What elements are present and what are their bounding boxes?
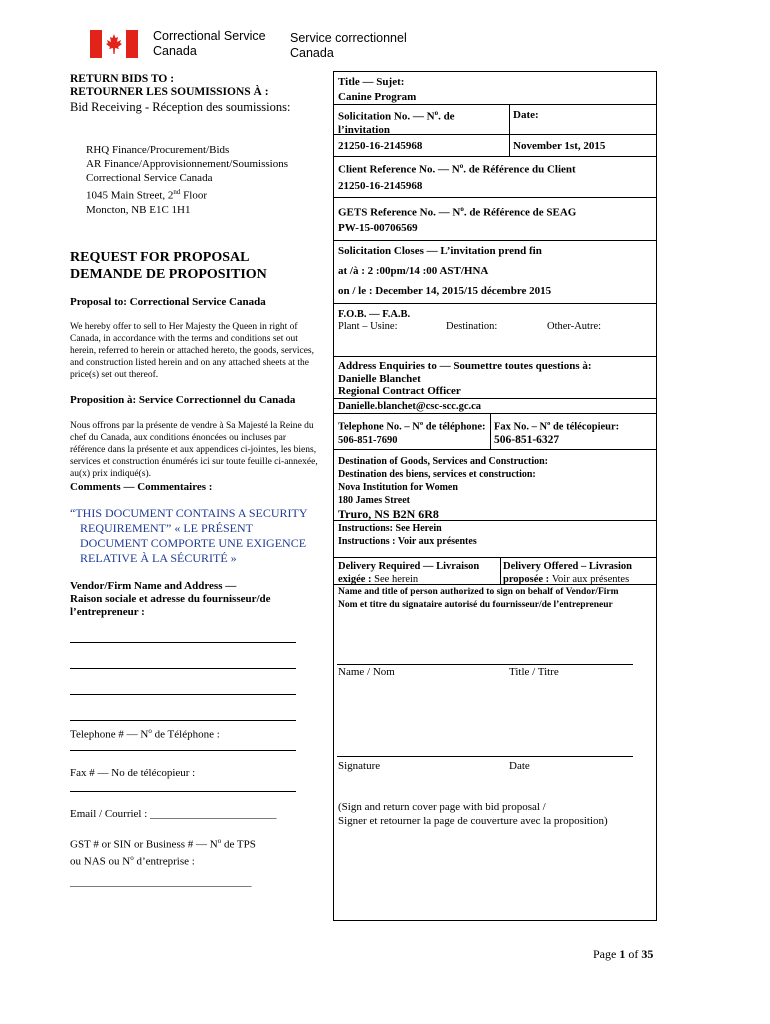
- gst-line[interactable]: _________________________________: [70, 876, 252, 888]
- proposition-to-heading: Proposition à: Service Correctionnel du Canada: [70, 394, 296, 406]
- rfp-title: REQUEST FOR PROPOSAL DEMANDE DE PROPOSITION: [70, 250, 267, 282]
- flag-right-bar: [126, 30, 138, 58]
- proposal-to-heading: Proposal to: Correctional Service Canada: [70, 296, 266, 308]
- fob-other-label: Other-Autre:: [547, 321, 602, 332]
- maple-leaf-icon: [106, 34, 122, 54]
- delivery-required: Delivery Required — Livraison exigée : See herein: [338, 561, 480, 585]
- solicitation-closes-time: at /à : 2 :00pm/14 :00 AST/HNA: [338, 265, 489, 277]
- flag-left-bar: [90, 30, 102, 58]
- sign-return-note: (Sign and return cover page with bid proposal / Signer et retourner la page de couverture avec la proposition): [338, 801, 608, 827]
- dept-name-fr: Service correctionnel Canada: [290, 31, 407, 60]
- offer-text-en: We hereby offer to sell to Her Majesty the Queen in right of Canada, in accordance with the terms and conditions set out herein, referred to herein or attached hereto, the goods, services, and construction listed herein and on any attached sheets at the price(s) set out thereof.: [70, 322, 314, 380]
- canada-flag-logo: [90, 30, 138, 58]
- telephone-line[interactable]: [70, 750, 296, 751]
- vendor-address-line-2[interactable]: [70, 668, 296, 669]
- signature-line[interactable]: [337, 756, 633, 757]
- gets-ref-value: PW-15-00706569: [338, 222, 418, 234]
- client-ref-label: Client Reference No. — $N^o$. de Référence du Client: [338, 162, 576, 176]
- enquiries-block: Address Enquiries to — Soumettre toutes questions à: Danielle Blanchet Regional Contract Officer: [338, 360, 592, 397]
- signatory-label: Name and title of person authorized to sign on behalf of Vendor/Firm Nom et titre du signataire autorisé du fournisseur/de l’entrepreneur: [338, 587, 619, 610]
- solicitation-closes-label: Solicitation Closes — L’invitation prend fin: [338, 245, 542, 257]
- vendor-address-line-1[interactable]: [70, 642, 296, 643]
- name-label: Name / Nom: [338, 666, 395, 678]
- client-ref-value: 21250-16-2145968: [338, 180, 423, 192]
- date-field-label: Date: [509, 760, 530, 772]
- instructions-block: Instructions: See Herein Instructions : Voir aux présentes: [338, 523, 477, 547]
- security-requirement-notice: “THIS DOCUMENT CONTAINS A SECURITY REQUIREMENT” « LE PRÉSENT DOCUMENT COMPORTE UNE EXIGENCE RELATIVE À LA SÉCURITÉ »: [70, 506, 308, 565]
- dept-name-en: Correctional Service Canada: [153, 29, 266, 58]
- fax-line[interactable]: [70, 791, 296, 792]
- return-address: RHQ Finance/Procurement/Bids AR Finance/Approvisionnement/Soumissions Correctional Service Canada 1045 Main Street, 2nd Floor Moncton, NB E1C 1H1: [86, 144, 288, 216]
- contact-email: Danielle.blanchet@csc-scc.gc.ca: [338, 401, 482, 412]
- signature-label: Signature: [338, 760, 381, 772]
- return-bids-heading: RETURN BIDS TO : RETOURNER LES SOUMISSIONS À :: [70, 73, 269, 98]
- fax-label: Fax # — No de télécopieur :: [70, 767, 196, 779]
- vendor-address-line-4[interactable]: [70, 720, 296, 721]
- page-number: Page 1 of 35: [593, 947, 654, 961]
- gets-ref-label: GETS Reference No. — $N^o$. de Référence de SEAG: [338, 205, 577, 219]
- fob-plant-label: Plant – Usine:: [338, 321, 398, 332]
- name-title-line[interactable]: [337, 664, 633, 665]
- fob-destination-label: Destination:: [446, 321, 498, 332]
- title-label: Title — Sujet:: [338, 76, 405, 88]
- date-value: November 1st, 2015: [513, 140, 606, 152]
- solicitation-info-box: [333, 71, 657, 921]
- title-value: Canine Program: [338, 91, 417, 103]
- solicitation-no-label: Solicitation No. — $N^o$. de l’invitation: [338, 109, 455, 136]
- vendor-name-label: Vendor/Firm Name and Address — Raison sociale et adresse du fournisseur/de l’entrepreneur :: [70, 580, 271, 618]
- date-label: Date:: [513, 109, 539, 121]
- vendor-address-line-3[interactable]: [70, 694, 296, 695]
- solicitation-closes-date: on / le : December 14, 2015/15 décembre 2015: [338, 285, 552, 297]
- gst-label: GST # or SIN or Business # — $N^o$ de TPS ou NAS ou $N^o$ d’entreprise :: [70, 837, 256, 868]
- email-field[interactable]: Email / Courriel : _______________________: [70, 808, 277, 820]
- fob-label: F.O.B. — F.A.B.: [338, 309, 411, 320]
- contact-fax: Fax No. – $N^o$ de télécopieur: 506-851-6327: [494, 420, 620, 446]
- contact-telephone: Telephone No. – $N^o$ de téléphone: 506-851-7690: [338, 420, 486, 446]
- offer-text-fr: Nous offrons par la présente de vendre à Sa Majesté la Reine du chef du Canada, aux conditions énoncées ou incluses par référence dans la présente et aux appendices ci-jointes, les biens, services et construction énumérés ici sur toute feuille ci-annexée, au(x) prix indiqué(s).: [70, 421, 318, 479]
- solicitation-no-value: 21250-16-2145968: [338, 140, 423, 152]
- delivery-offered: Delivery Offered – Livrasion proposée : Voir aux présentes: [503, 561, 632, 585]
- bid-receiving-label: Bid Receiving - Réception des soumissions:: [70, 100, 291, 114]
- title-field-label: Title / Titre: [509, 666, 559, 678]
- comments-label: Comments — Commentaires :: [70, 481, 213, 493]
- telephone-label: Telephone # — $N^o$ de Téléphone :: [70, 727, 220, 741]
- destination-block: Destination of Goods, Services and Construction: Destination des biens, services et construction: Nova Institution for Women 180 James Street Truro, NS B2N 6R8: [338, 456, 549, 521]
